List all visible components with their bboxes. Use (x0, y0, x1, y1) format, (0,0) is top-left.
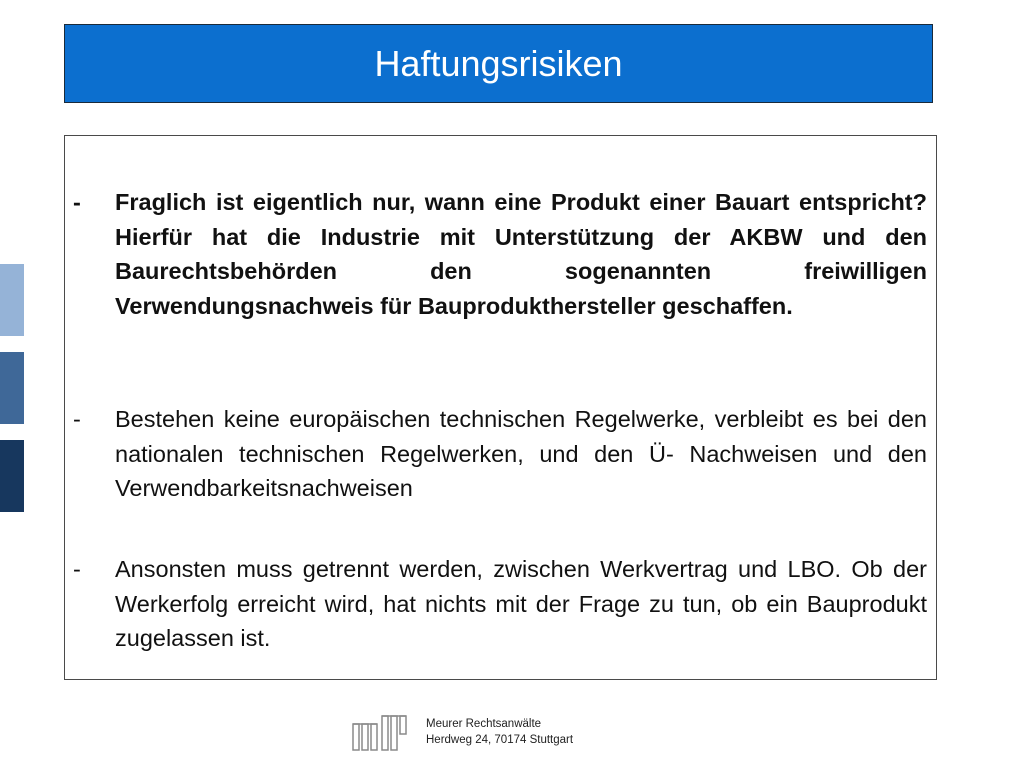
bullet-item (73, 402, 927, 506)
bullet-text: Bestehen keine europäischen technischen Regelwerke, verbleibt es bei den nationalen technischen Regelwerken, und den Ü- Nachweisen und den Verwendbarkeitsnachweisen (115, 406, 927, 501)
side-accent-block-light (0, 264, 24, 336)
bullet-marker: - (73, 556, 81, 582)
bullet-item (73, 552, 927, 656)
title-bar (64, 24, 933, 103)
bullet-marker: - (73, 189, 81, 215)
footer-street: Herdweg 24, 70174 Stuttgart (426, 734, 574, 746)
side-accent-block-mid (0, 352, 24, 424)
content-box (64, 135, 937, 680)
slide-title: Haftungsrisiken (374, 42, 623, 84)
footer-address (426, 716, 573, 748)
bullet-marker: - (73, 406, 81, 432)
bullet-text: Ansonsten muss getrennt werden, zwischen Werkvertrag und LBO. Ob der Werkerfolg erreicht wird, hat nichts mit der Frage zu tun, ob ein Bauprodukt zugelassen ist. (115, 556, 927, 651)
mr-logo-icon (350, 712, 410, 752)
bullet-item (73, 185, 927, 323)
bullet-text: Fraglich ist eigentlich nur, wann eine Produkt einer Bauart entspricht? Hierfür hat die Industrie mit Unterstützung der AKBW und den Baurechtsbehörden den sogenannten freiwilligen Verwendungsnachweis für Bauprodukthersteller geschaffen. (115, 189, 927, 319)
footer-company: Meurer Rechtsanwälte (426, 718, 542, 730)
side-accent-block-dark (0, 440, 24, 512)
